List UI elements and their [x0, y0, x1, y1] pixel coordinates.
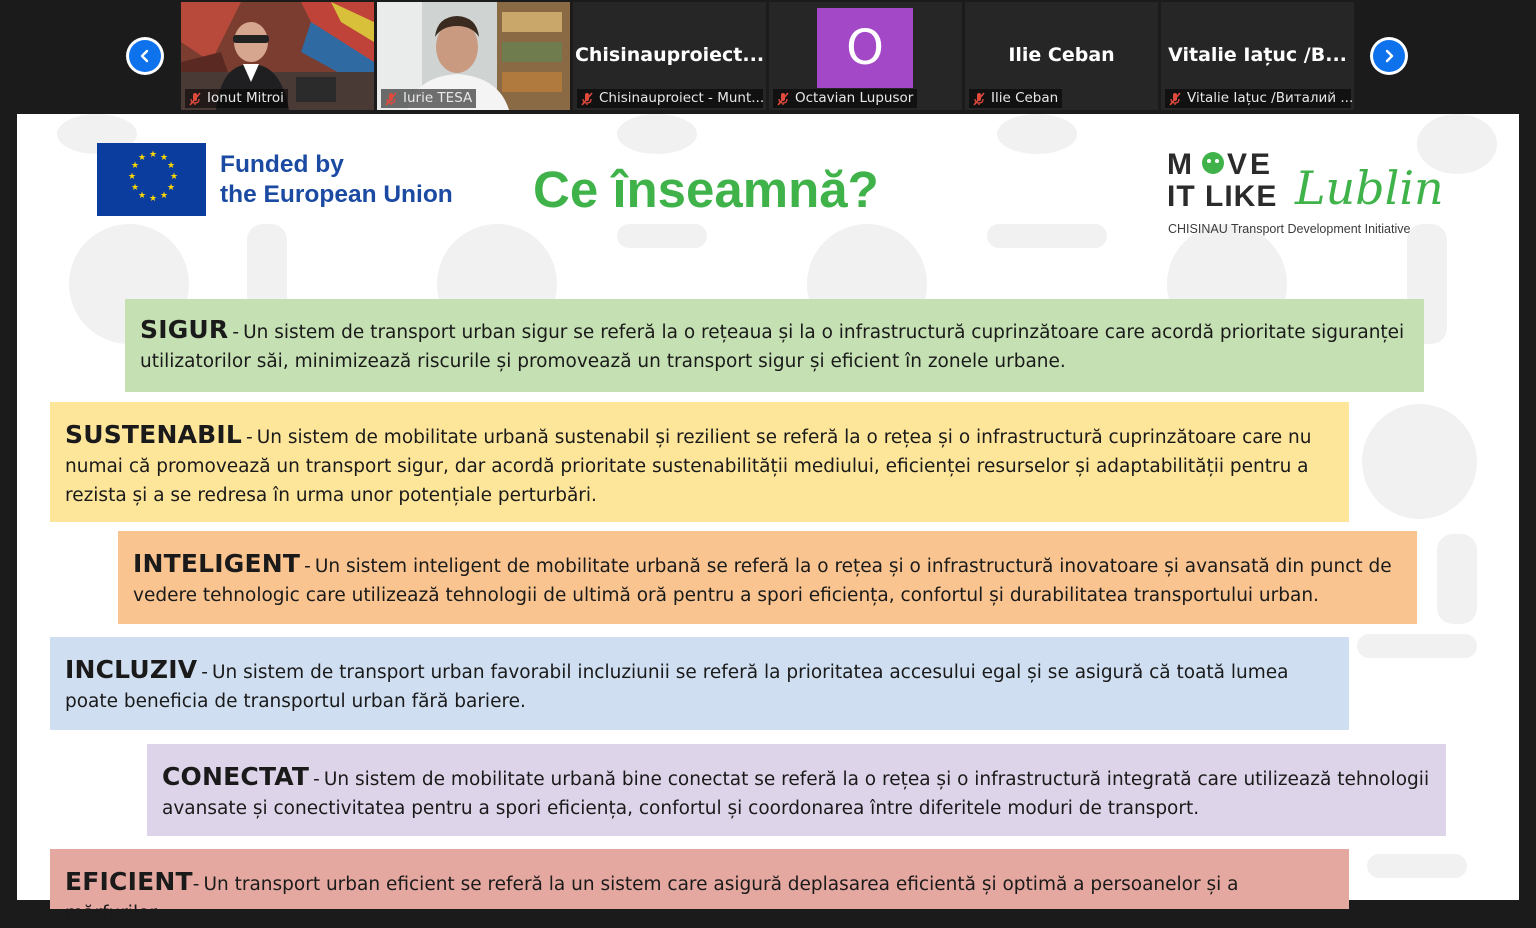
definition-eficient — [50, 849, 1349, 924]
definition-text: Un transport urban eficient se referă la un sistem care asigură deplasarea eficientă și optimă a persoanelor și a mărfurilor, — [65, 874, 1239, 924]
watermark-shape — [1367, 854, 1467, 878]
participant-name: Ionut Mitroi — [207, 90, 284, 106]
participant-name: Octavian Lupusor — [795, 90, 914, 106]
watermark-shape — [1357, 634, 1477, 658]
svg-text:★: ★ — [138, 191, 147, 201]
definition-separator: - — [201, 662, 208, 683]
funding-statement — [220, 150, 453, 210]
definition-sustenabil — [50, 402, 1349, 522]
muted-mic-icon — [1167, 91, 1183, 107]
participant-name-bar — [1165, 89, 1354, 108]
svg-text:★: ★ — [149, 194, 158, 204]
participant-name: Chisinauproiect - Munt... — [599, 90, 765, 106]
chevron-right-icon — [1373, 40, 1405, 72]
definition-conectat — [147, 744, 1446, 836]
svg-text:M: M — [1167, 148, 1195, 181]
svg-text:★: ★ — [167, 161, 176, 171]
funding-line-1: Funded by — [220, 151, 344, 178]
definition-term: INTELIGENT — [133, 549, 301, 578]
definition-incluziv — [50, 637, 1349, 730]
participant-name: Vitalie Iațuc /Виталий ... — [1187, 90, 1354, 106]
slide-title: Ce înseamnă? — [533, 161, 879, 218]
definition-separator: - — [313, 769, 320, 790]
participant-strip — [0, 0, 1536, 112]
next-page-button[interactable] — [1370, 37, 1408, 75]
svg-text:IT LIKE: IT LIKE — [1167, 180, 1278, 213]
participant-tile-4[interactable] — [769, 2, 962, 110]
participant-tile-5[interactable] — [965, 2, 1158, 110]
definition-term: EFICIENT — [65, 867, 193, 896]
eu-flag-logo — [97, 143, 206, 216]
svg-text:★: ★ — [131, 161, 140, 171]
muted-mic-icon — [383, 91, 399, 107]
definition-text: Un sistem inteligent de mobilitate urbană se referă la o rețea și o infrastructură inovatoare și avansată din punct de vedere tehnologic care utilizează tehnologii de ultimă oră pentru a spori eficiența, confortul și durabilitatea transportului urban. — [133, 556, 1392, 606]
watermark-shape — [1437, 534, 1477, 624]
participant-name-bar — [773, 89, 917, 108]
svg-text:★: ★ — [138, 153, 147, 163]
svg-text:★: ★ — [131, 183, 140, 193]
svg-text:VE: VE — [1227, 148, 1274, 181]
definition-separator: - — [304, 556, 311, 577]
participant-display-name: Vitalie Iațuc /B... — [1168, 44, 1347, 66]
svg-text:★: ★ — [170, 172, 179, 182]
definition-text: Un sistem de mobilitate urbană sustenabil și rezilient se referă la o rețea și o infrastructură cuprinzătoare care nu numai că promovează un transport sigur, dar acordă prioritate sustenabilității mediului, eficienței resurselor și adaptabilității pentru a rezista și a se redresa în urma unor potențiale perturbări. — [65, 427, 1312, 506]
watermark-shape — [617, 224, 707, 248]
participant-tile-1[interactable] — [181, 2, 374, 110]
definition-sigur — [125, 299, 1424, 392]
participant-tile-2[interactable] — [377, 2, 570, 110]
svg-text:★: ★ — [160, 153, 169, 163]
definition-term: SUSTENABIL — [65, 420, 242, 449]
participant-avatar: O — [817, 8, 913, 88]
svg-text:★: ★ — [160, 191, 169, 201]
definition-inteligent — [118, 531, 1417, 624]
definition-text: Un sistem de transport urban favorabil incluziunii se referă la prioritatea accesului egal și se asigură că toată lumea poate beneficia de transportul urban fără bariere. — [65, 662, 1289, 712]
participant-name-bar — [381, 89, 476, 108]
definition-term: INCLUZIV — [65, 655, 198, 684]
funding-line-2: the European Union — [220, 181, 453, 208]
definition-separator: - — [192, 874, 200, 895]
svg-text:★: ★ — [149, 150, 158, 160]
logo-tagline: CHISINAU Transport Development Initiative — [1168, 222, 1411, 236]
muted-mic-icon — [187, 91, 203, 107]
chevron-left-icon — [129, 40, 161, 72]
svg-text:★: ★ — [167, 183, 176, 193]
participant-name: Iurie TESA — [403, 90, 473, 106]
participant-name-bar — [969, 89, 1062, 108]
watermark-bus-icon — [617, 114, 697, 154]
definition-text: Un sistem de mobilitate urbană bine conectat se referă la o rețea și o infrastructură integrată care utilizează tehnologii avansate și conectivitatea pentru a spori eficiența, confortul și coordonarea între diferitele moduri de transport. — [162, 769, 1430, 819]
participant-tile-3[interactable] — [573, 2, 766, 110]
participant-display-name: Chisinauproiect... — [574, 44, 765, 66]
definition-term: CONECTAT — [162, 762, 310, 791]
watermark-bus-icon — [1362, 404, 1477, 519]
watermark-shape — [987, 224, 1107, 248]
svg-text:★: ★ — [128, 172, 137, 182]
definition-term: SIGUR — [140, 315, 229, 344]
svg-text:Lublin: Lublin — [1295, 161, 1444, 215]
definition-separator: - — [246, 427, 253, 448]
muted-mic-icon — [971, 91, 987, 107]
watermark-bus-icon — [997, 114, 1077, 154]
definition-text: Un sistem de transport urban sigur se referă la o rețeaua și la o infrastructură cuprinzătoare care acordă prioritate siguranței utilizatorilor săi, minimizează riscurile și promovează un transport sigur și eficient în zonele urbane. — [140, 322, 1405, 372]
definition-separator: - — [232, 322, 240, 343]
participant-name-bar — [185, 89, 288, 108]
muted-mic-icon — [579, 91, 595, 107]
participant-name-bar — [577, 89, 763, 108]
muted-mic-icon — [775, 91, 791, 107]
previous-page-button[interactable] — [126, 37, 164, 75]
participant-name: Ilie Ceban — [991, 90, 1059, 106]
participant-display-name: Ilie Ceban — [1008, 44, 1115, 66]
participant-tile-6[interactable] — [1161, 2, 1354, 110]
shared-slide — [17, 114, 1519, 924]
